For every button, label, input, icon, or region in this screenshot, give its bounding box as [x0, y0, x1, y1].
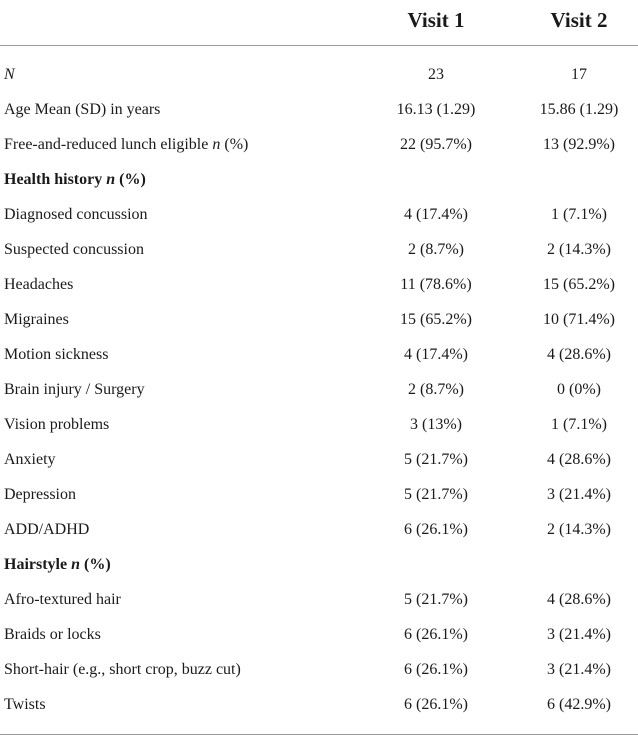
cell-visit-1: 2 (8.7%): [408, 241, 464, 258]
cell-visit-2: 15.86 (1.29): [539, 101, 619, 118]
row-label: [4, 442, 56, 477]
cell-visit-2: 4 (28.6%): [547, 346, 611, 363]
table-row: [0, 407, 638, 442]
table-row: [0, 687, 638, 722]
table-row: [0, 617, 638, 652]
table-row: [0, 197, 638, 232]
table-bottom-rule: [0, 734, 638, 735]
cell-visit-2: 0 (0%): [557, 381, 601, 398]
row-label-text: Age Mean (SD) in years: [4, 101, 161, 118]
table-row: [0, 57, 638, 92]
table-row: [0, 337, 638, 372]
section-heading-row: [0, 547, 638, 582]
table-row: [0, 267, 638, 302]
cell-visit-1: 6 (26.1%): [404, 521, 468, 538]
row-label: [4, 197, 148, 232]
table-row: [0, 477, 638, 512]
row-label-text: Motion sickness: [4, 346, 109, 363]
row-label-italic: N: [4, 66, 15, 83]
cell-visit-1: 4 (17.4%): [404, 206, 468, 223]
cell-visit-2: 4 (28.6%): [547, 451, 611, 468]
cell-visit-2: 3 (21.4%): [547, 486, 611, 503]
table-row: [0, 512, 638, 547]
cell-visit-1: 16.13 (1.29): [396, 101, 476, 118]
row-label-text: ADD/ADHD: [4, 521, 90, 538]
cell-visit-2: 1 (7.1%): [551, 416, 607, 433]
row-label-text: Suspected concussion: [4, 241, 144, 258]
row-label: [4, 652, 241, 687]
row-label-text: Twists: [4, 696, 46, 713]
row-label: [4, 477, 76, 512]
row-label-text: Migraines: [4, 311, 69, 328]
table-row: [0, 442, 638, 477]
row-label: [4, 407, 109, 442]
row-label: [4, 127, 248, 162]
column-header-visit-2: Visit 2: [550, 8, 608, 32]
cell-visit-2: 6 (42.9%): [547, 696, 611, 713]
table-row: [0, 127, 638, 162]
row-label-text: Brain injury / Surgery: [4, 381, 145, 398]
row-label: [4, 267, 73, 302]
cell-visit-1: 5 (21.7%): [404, 486, 468, 503]
row-label: [4, 582, 121, 617]
row-label: [4, 687, 46, 722]
row-label-text: Depression: [4, 486, 76, 503]
row-label-suffix: (%): [220, 136, 249, 153]
table-row: [0, 232, 638, 267]
row-label-text: Short-hair (e.g., short crop, buzz cut): [4, 661, 241, 678]
table-row: [0, 302, 638, 337]
row-label: [4, 302, 69, 337]
cell-visit-2: 3 (21.4%): [547, 626, 611, 643]
cell-visit-1: 23: [428, 66, 444, 83]
cell-visit-2: 3 (21.4%): [547, 661, 611, 678]
cell-visit-2: 1 (7.1%): [551, 206, 607, 223]
row-label-text: Health history: [4, 171, 107, 188]
row-label-text: Headaches: [4, 276, 74, 293]
cell-visit-1: 4 (17.4%): [404, 346, 468, 363]
column-header-visit-1: Visit 1: [407, 8, 465, 32]
cell-visit-1: 11 (78.6%): [400, 276, 472, 293]
row-label: [4, 337, 108, 372]
cell-visit-2: 4 (28.6%): [547, 591, 611, 608]
cell-visit-1: 5 (21.7%): [404, 591, 468, 608]
cell-visit-2: 15 (65.2%): [543, 276, 615, 293]
cell-visit-1: 15 (65.2%): [400, 311, 472, 328]
cell-visit-1: 22 (95.7%): [400, 136, 472, 153]
section-heading-row: [0, 162, 638, 197]
table-top-rule: [0, 45, 638, 46]
row-label: [4, 372, 145, 407]
cell-visit-2: 17: [571, 66, 587, 83]
row-label-text: Diagnosed concussion: [4, 206, 148, 223]
row-label: [4, 547, 111, 582]
row-label-italic: n: [106, 171, 116, 188]
row-label-suffix: (%): [80, 556, 111, 573]
table-row: [0, 652, 638, 687]
row-label: [4, 57, 15, 92]
row-label-text: Free-and-reduced lunch eligible: [4, 136, 213, 153]
row-label-text: Hairstyle: [4, 556, 72, 573]
row-label: [4, 232, 144, 267]
row-label-italic: n: [71, 556, 80, 573]
table-row: [0, 372, 638, 407]
row-label: [4, 617, 101, 652]
cell-visit-1: 3 (13%): [410, 416, 462, 433]
row-label-text: Braids or locks: [4, 626, 101, 643]
row-label-text: Vision problems: [4, 416, 110, 433]
cell-visit-1: 5 (21.7%): [404, 451, 468, 468]
cell-visit-2: 10 (71.4%): [543, 311, 615, 328]
cell-visit-1: 6 (26.1%): [404, 626, 468, 643]
row-label-italic: n: [212, 136, 221, 153]
row-label-suffix: (%): [115, 171, 146, 188]
cell-visit-1: 2 (8.7%): [408, 381, 464, 398]
cell-visit-1: 6 (26.1%): [404, 696, 468, 713]
row-label: [4, 92, 160, 127]
cell-visit-2: 13 (92.9%): [543, 136, 615, 153]
row-label: [4, 512, 89, 547]
row-label: [4, 162, 146, 197]
cell-visit-2: 2 (14.3%): [547, 521, 611, 538]
table-row: [0, 92, 638, 127]
row-label-text: Afro-textured hair: [4, 591, 121, 608]
cell-visit-1: 6 (26.1%): [404, 661, 468, 678]
table-row: [0, 582, 638, 617]
cell-visit-2: 2 (14.3%): [547, 241, 611, 258]
row-label-text: Anxiety: [4, 451, 56, 468]
